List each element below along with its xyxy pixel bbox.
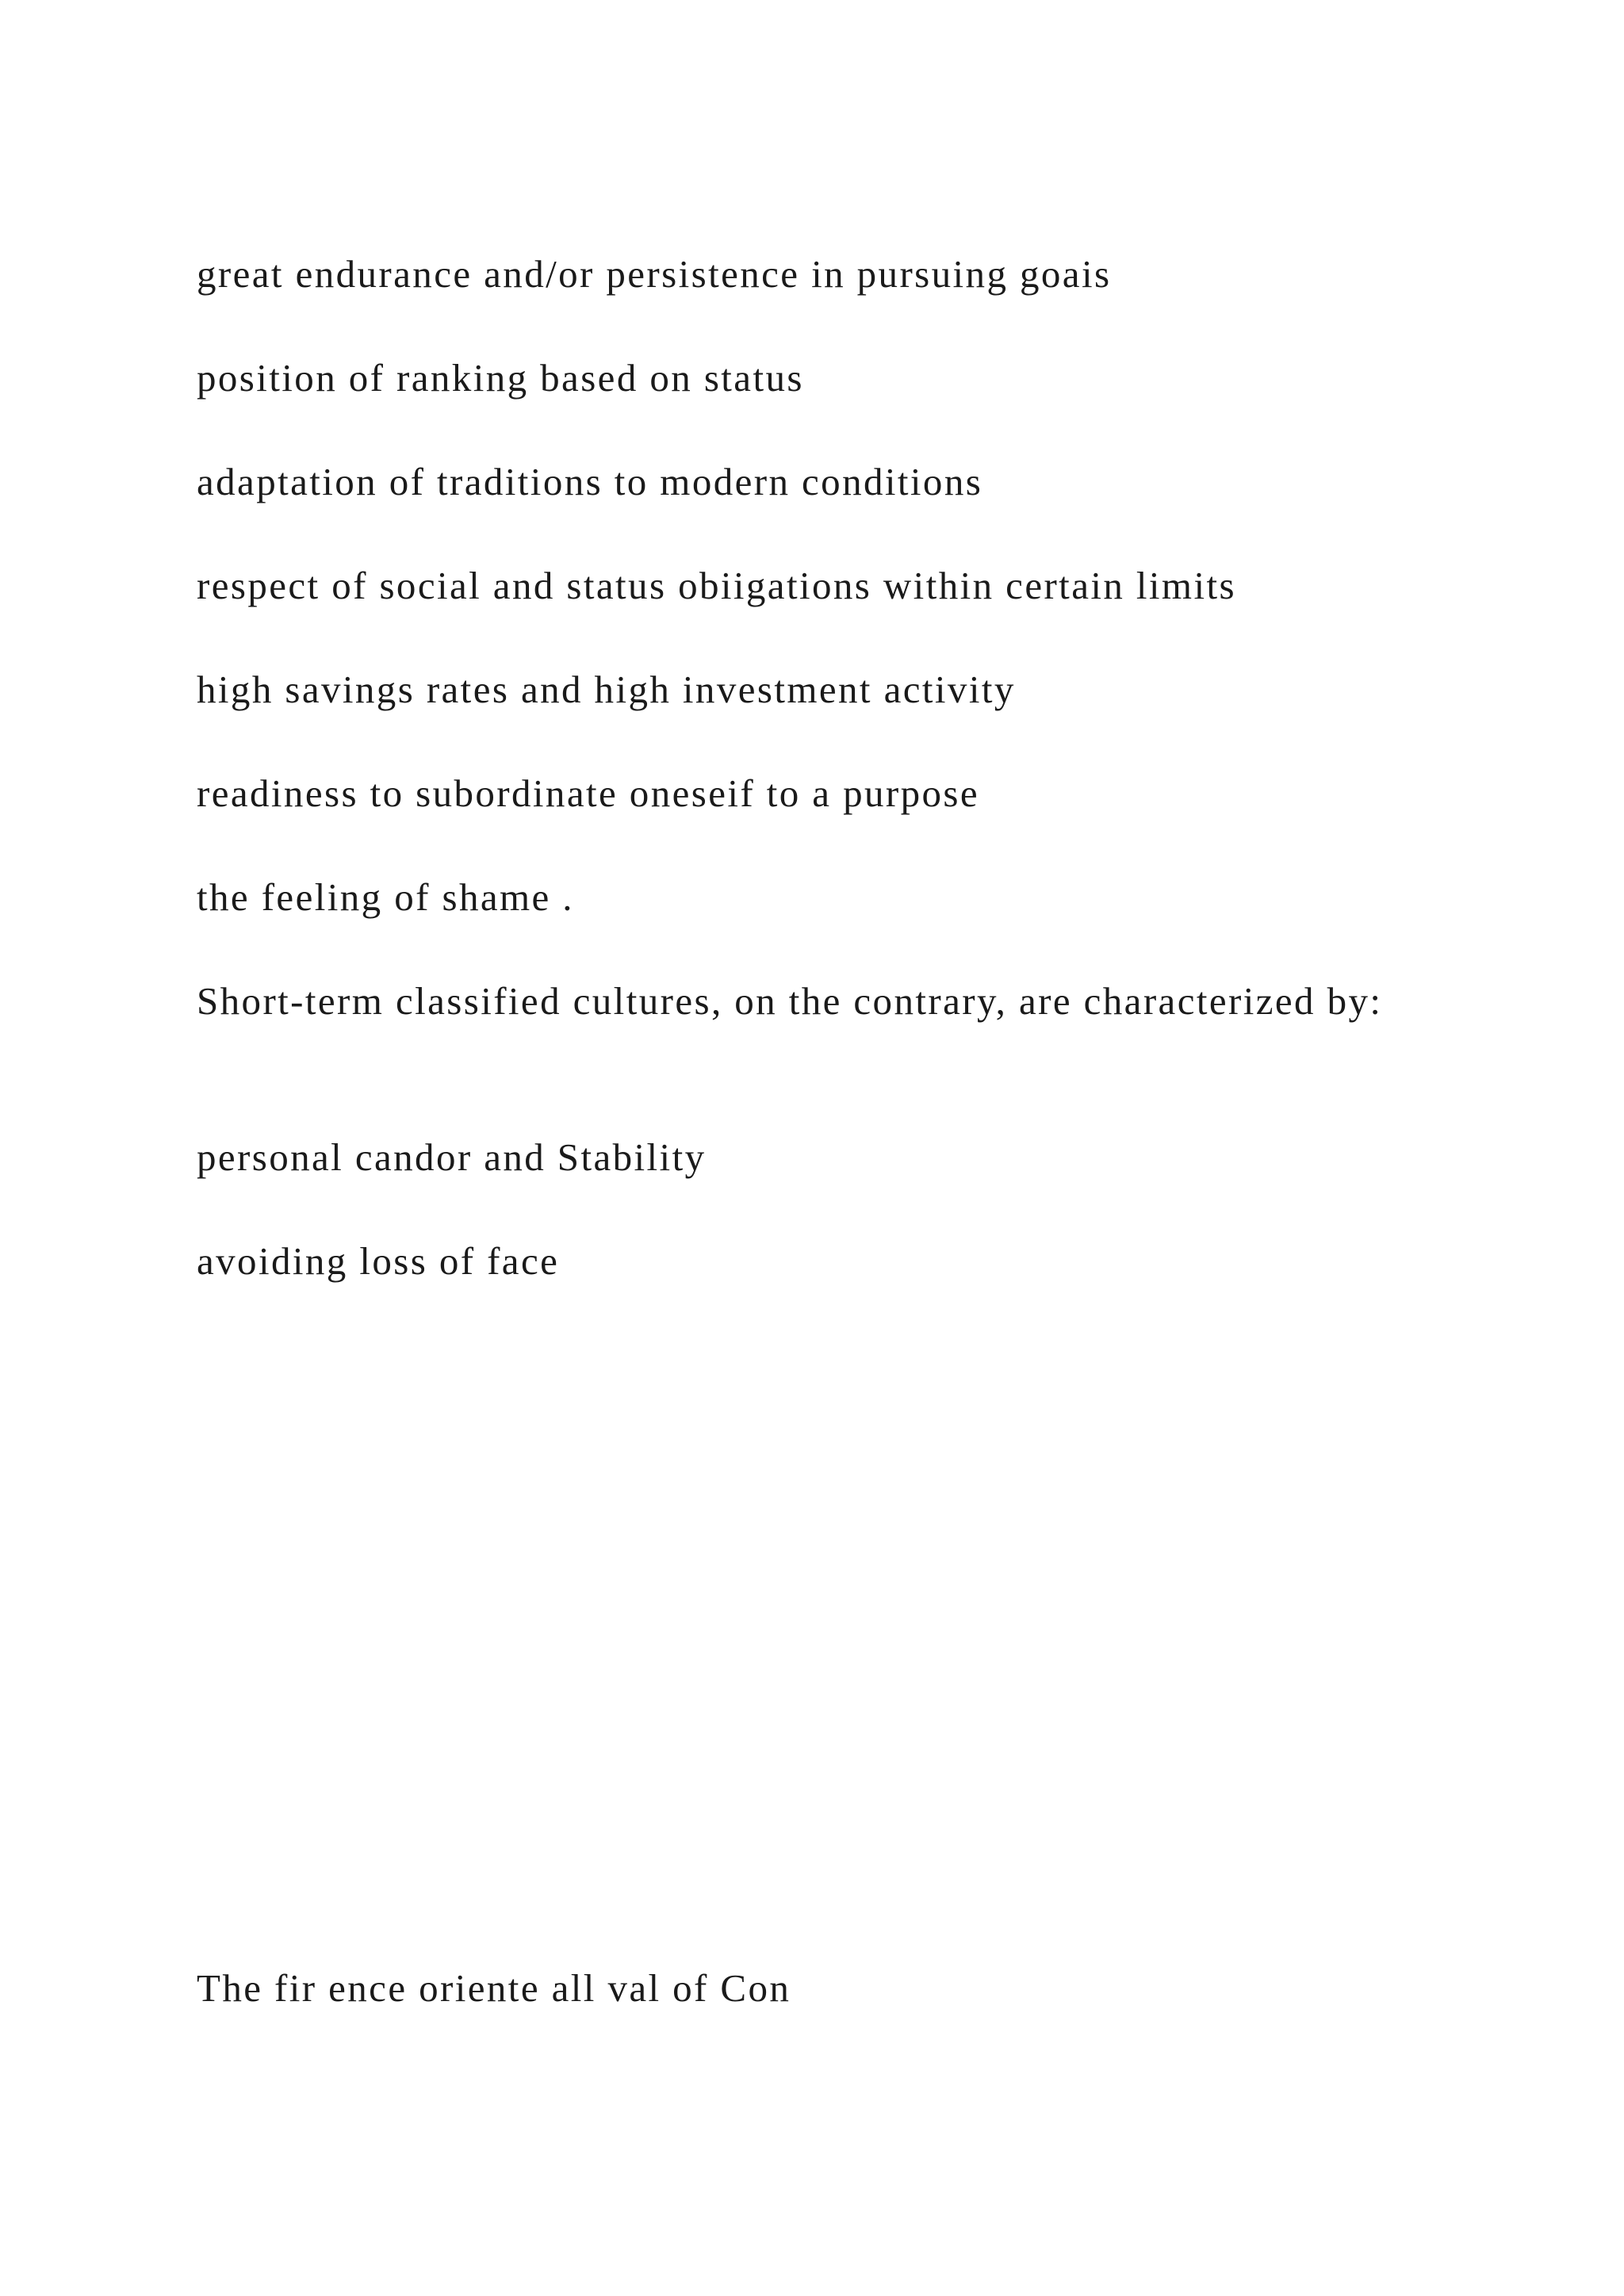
intro-paragraph: Short-term classified cultures, on the contrary, are characterized by:	[197, 979, 1383, 1023]
list-item: avoiding loss of face	[197, 1239, 560, 1283]
footer-fragment: The fir ence oriente all val of Con	[197, 1966, 791, 2010]
list-item: high savings rates and high investment activity	[197, 668, 1016, 711]
list-item: adaptation of traditions to modern conditions	[197, 460, 983, 503]
list-item: great endurance and/or persistence in pursuing goais	[197, 252, 1112, 296]
list-item: position of ranking based on status	[197, 356, 804, 400]
list-item: the feeling of shame .	[197, 875, 574, 919]
list-item: respect of social and status obiigations within certain limits	[197, 564, 1236, 607]
list-item: personal candor and Stability	[197, 1135, 707, 1179]
list-item: readiness to subordinate oneseif to a purpose	[197, 771, 980, 815]
